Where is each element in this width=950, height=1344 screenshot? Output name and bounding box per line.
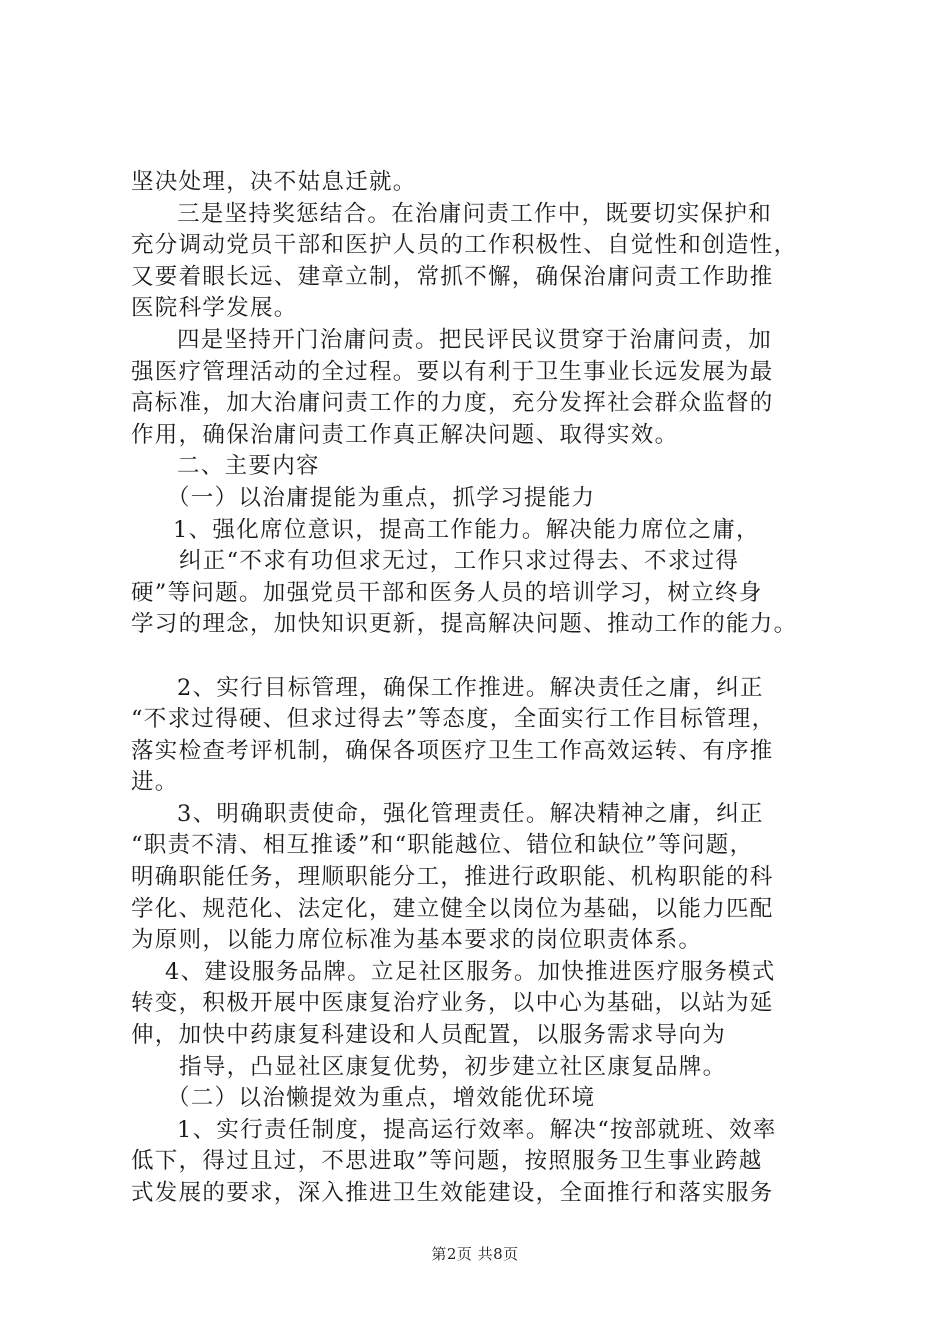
text-line: 4、建设服务品牌。立足社区服务。加快推进医疗服务模式 [165, 958, 776, 985]
text-line: 医院科学发展。 [131, 295, 298, 322]
text-line: “不求过得硬、但求过得去”等态度，全面实行工作目标管理， [131, 706, 776, 733]
text-line: 纠正“不求有功但求无过，工作只求过得去、不求过得 [179, 548, 740, 575]
page-footer: 第2页 共8页 [431, 1245, 519, 1263]
text-line: 充分调动党员干部和医护人员的工作积极性、自觉性和创造性， [131, 232, 798, 259]
text-line: 又要着眼长远、建章立制，常抓不懈，确保治庸问责工作助推 [131, 263, 774, 290]
text-line: 硬”等问题。加强党员干部和医务人员的培训学习，树立终身 [131, 579, 763, 606]
subsection-heading: （一）以治庸提能为重点，抓学习提能力 [167, 484, 596, 511]
text-line: 3、明确职责使命，强化管理责任。解决精神之庸，纠正 [177, 800, 764, 827]
text-line: 式发展的要求，深入推进卫生效能建设，全面推行和落实服务 [131, 1180, 774, 1206]
text-line: 四是坚持开门治庸问责。把民评民议贯穿于治庸问责，加 [177, 326, 773, 353]
text-line: 低下，得过且过，不思进取”等问题，按照服务卫生事业跨越 [131, 1148, 763, 1175]
blank-line [131, 641, 851, 673]
text-line: 高标准，加大治庸问责工作的力度，充分发挥社会群众监督的 [131, 390, 774, 417]
text-line: 坚决处理，决不姑息迁就。 [131, 169, 417, 195]
text-line: 2、实行目标管理，确保工作推进。解决责任之庸，纠正 [177, 674, 764, 701]
text-line: 进。 [131, 769, 179, 796]
text-line: 三是坚持奖惩结合。在治庸问责工作中，既要切实保护和 [177, 200, 773, 227]
text-line: 学化、规范化、法定化，建立健全以岗位为基础，以能力匹配 [131, 895, 774, 922]
section-heading: 二、主要内容 [177, 453, 320, 480]
text-line: 指导，凸显社区康复优势，初步建立社区康复品牌。 [179, 1053, 727, 1080]
text-line: 转变，积极开展中医康复治疗业务，以中心为基础，以站为延 [131, 990, 774, 1017]
text-line: 为原则，以能力席位标准为基本要求的岗位职责体系。 [131, 927, 703, 954]
text-line: 1、强化席位意识，提高工作能力。解决能力席位之庸， [173, 516, 760, 543]
text-line: 作用，确保治庸问责工作真正解决问题、取得实效。 [131, 421, 679, 448]
text-line: 伸，加快中药康复科建设和人员配置，以服务需求导向为 [131, 1022, 727, 1049]
text-line: 落实检查考评机制，确保各项医疗卫生工作高效运转、有序推 [131, 737, 774, 764]
text-line: 1、实行责任制度，提高运行效率。解决“按部就班、效率 [177, 1116, 777, 1143]
text-line: 学习的理念，加快知识更新，提高解决问题、推动工作的能力。 [131, 611, 798, 638]
text-line: “职责不清、相互推诿”和“职能越位、错位和缺位”等问题， [131, 832, 754, 859]
text-line: 强医疗管理活动的全过程。要以有利于卫生事业长远发展为最 [131, 358, 774, 385]
text-line: 明确职能任务，理顺职能分工，推进行政职能、机构职能的科 [131, 864, 774, 891]
document-body [131, 167, 851, 1210]
subsection-heading: （二）以治懒提效为重点，增效能优环境 [167, 1085, 596, 1112]
